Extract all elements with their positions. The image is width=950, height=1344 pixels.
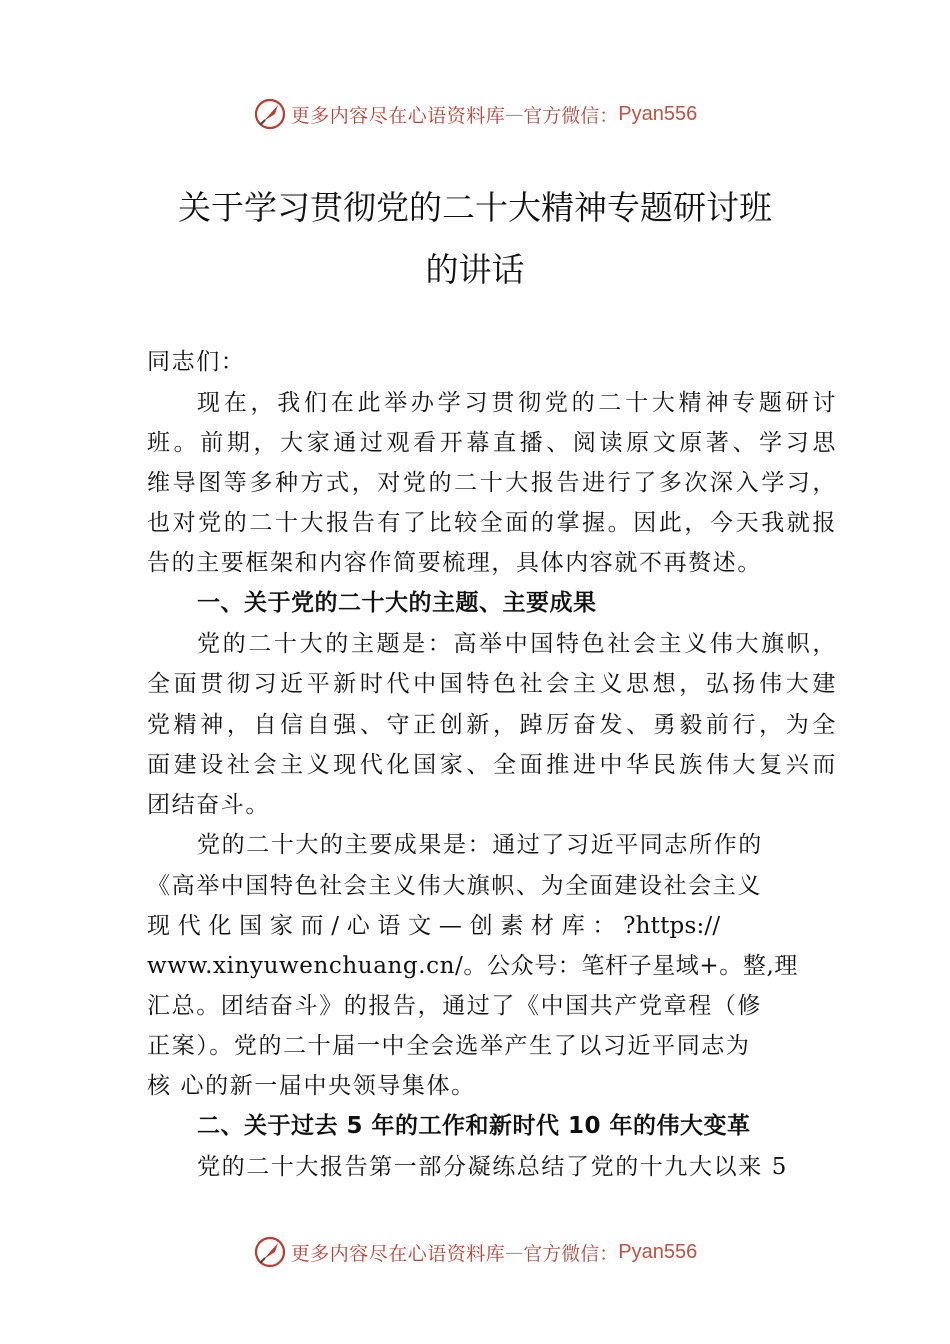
paragraph-line: 维导图等多种方式，对党的二十大报告进行了多次深入学习， bbox=[147, 470, 837, 496]
quill-logo-icon bbox=[253, 1235, 287, 1269]
watermark-banner-bottom bbox=[0, 1232, 950, 1272]
paragraph-line: 告的主要框架和内容作简要梳理，具体内容就不再赘述。 bbox=[147, 550, 762, 576]
watermark-wechat-id: Pyan556 bbox=[618, 102, 698, 125]
watermark-separator: — bbox=[505, 1241, 524, 1263]
watermark-separator: — bbox=[505, 103, 524, 125]
paragraph-line: 也对党的二十大报告有了比较全面的掌握。因此，今天我就报 bbox=[147, 510, 837, 536]
watermark-text: 更多内容尽在心语资料库 bbox=[290, 104, 506, 127]
paragraph-line: 党的二十大的主题是：高举中国特色社会主义伟大旗帜， bbox=[197, 631, 837, 657]
paragraph-line: 现在，我们在此举办学习贯彻党的二十大精神专题研讨 bbox=[197, 390, 837, 416]
paragraph-line: 全面贯彻习近平新时代中国特色社会主义思想，弘扬伟大建 bbox=[147, 671, 837, 697]
watermark-wechat-id: Pyan556 bbox=[618, 1240, 698, 1263]
document-title-line-2: 的讲话 bbox=[425, 250, 525, 289]
paragraph-line: 面建设社会主义现代化国家、全面推进中华民族伟大复兴而 bbox=[147, 752, 837, 778]
paragraph-line: 班。前期，大家通过观看开幕直播、阅读原文原著、学习思 bbox=[147, 430, 837, 456]
paragraph-line: 核 心的新一届中央领导集体。 bbox=[147, 1073, 476, 1099]
paragraph-line: 党的二十大的主要成果是：通过了习近平同志所作的 bbox=[197, 832, 763, 858]
paragraph-line: 党的二十大报告第一部分凝练总结了党的十九大以来 5 bbox=[197, 1154, 788, 1180]
paragraph-line: 正案）。党的二十届一中全会选举产生了以习近平同志为 bbox=[147, 1033, 751, 1059]
watermark-text: 更多内容尽在心语资料库 bbox=[290, 1242, 506, 1265]
paragraph-line: 党精神，自信自强、守正创新，踔厉奋发、勇毅前行，为全 bbox=[147, 712, 837, 738]
watermark-wechat-label: 官方微信： bbox=[523, 104, 619, 127]
watermark-wechat-label: 官方微信： bbox=[523, 1242, 619, 1265]
quill-logo-icon bbox=[253, 97, 287, 131]
paragraph-line: 现 代 化 国 家 而 / 心 语 文 — 创 素 材 库 ： ?https:// bbox=[147, 913, 721, 939]
section-heading-1: 一、关于党的二十大的主题、主要成果 bbox=[197, 590, 597, 616]
document-title-line-1: 关于学习贯彻党的二十大精神专题研讨班 bbox=[178, 188, 772, 227]
paragraph-line: www.xinyuwenchuang.cn/。公众号：笔杆子星域+。整,理 bbox=[147, 953, 798, 979]
watermark-banner-top bbox=[0, 94, 950, 134]
section-heading-2: 二、关于过去 5 年的工作和新时代 10 年的伟大变革 bbox=[197, 1113, 751, 1139]
paragraph-line: 团结奋斗。 bbox=[147, 792, 270, 818]
paragraph-line: 汇总。团结奋斗》的报告，通过了《中国共产党章程（修 bbox=[147, 993, 762, 1019]
salutation: 同志们： bbox=[147, 349, 246, 375]
paragraph-line: 《高举中国特色社会主义伟大旗帜、为全面建设社会主义 bbox=[147, 873, 762, 899]
